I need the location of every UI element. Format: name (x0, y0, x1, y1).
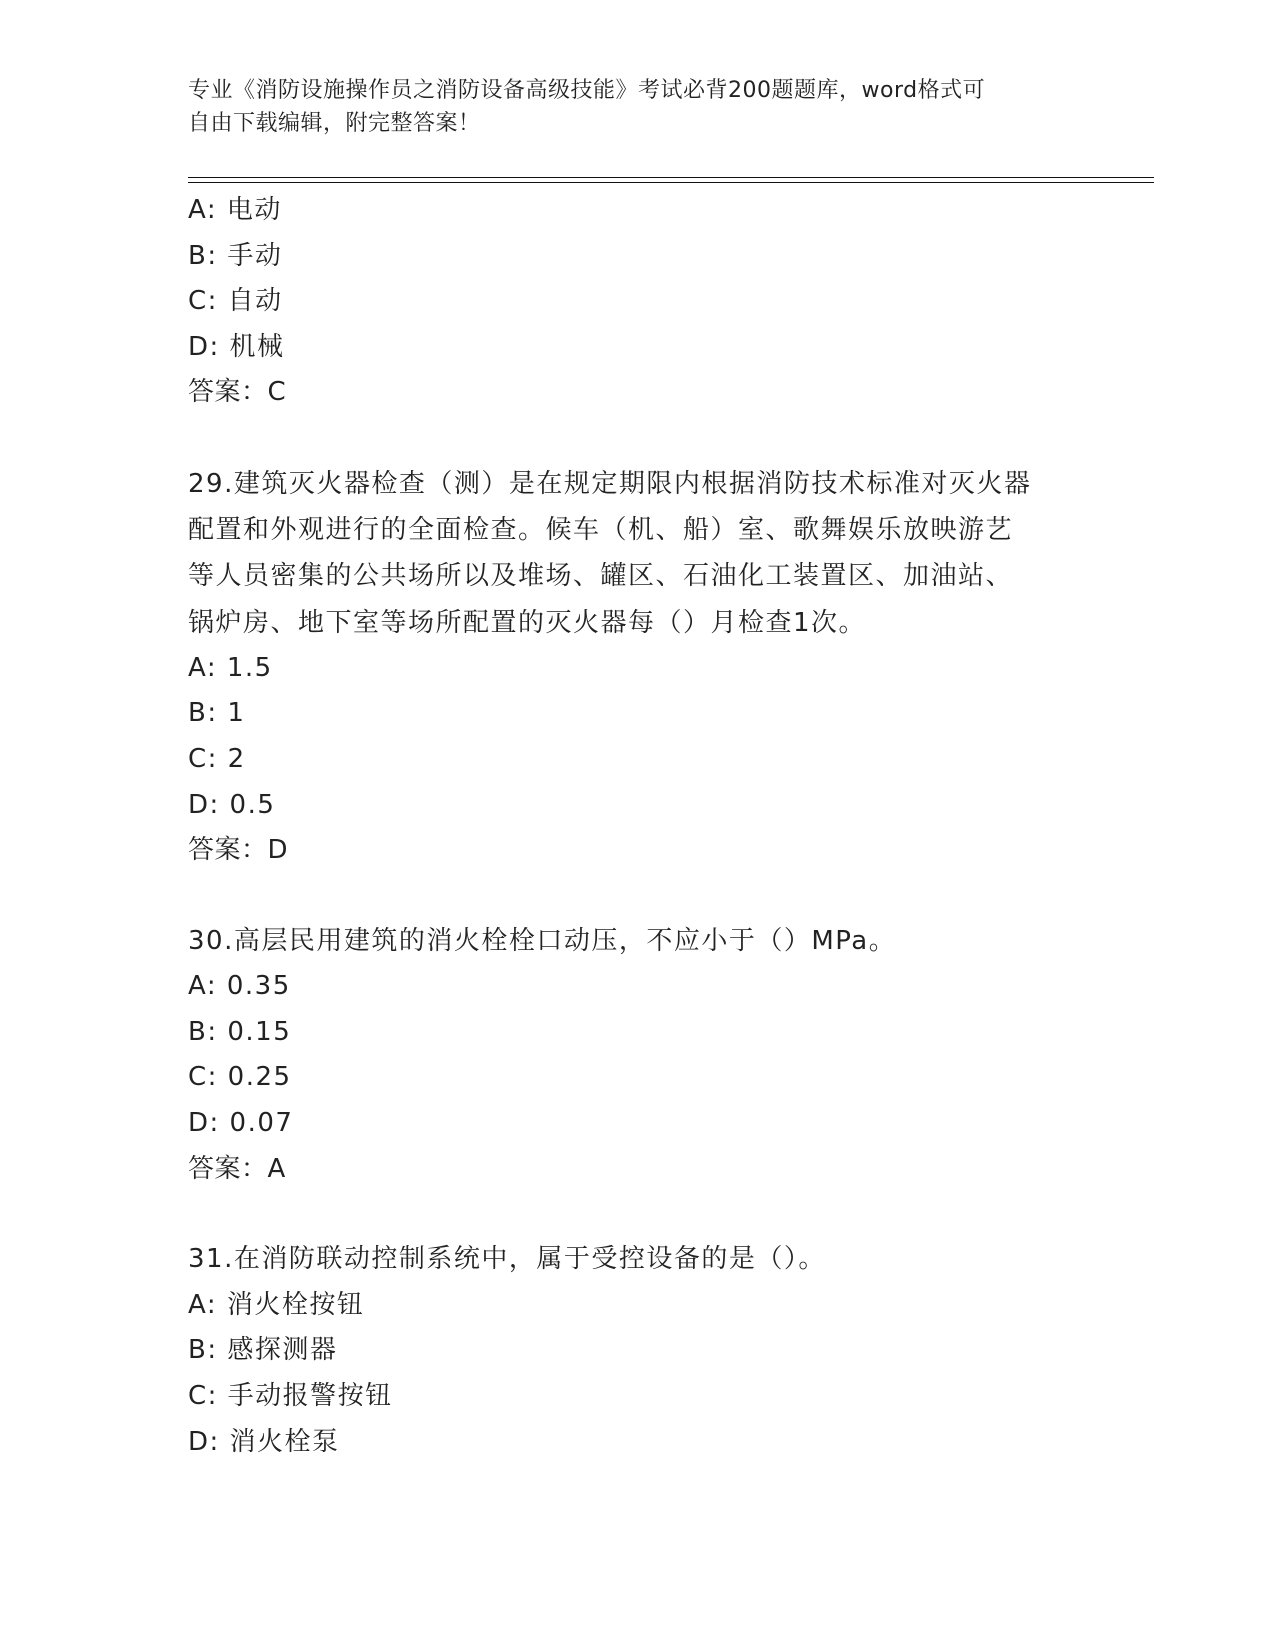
option-b: B: 0.15 (188, 1016, 292, 1047)
option-d: D: 0.07 (188, 1108, 294, 1139)
answer-line: 答案：A (188, 1153, 286, 1184)
header-line-2: 自由下载编辑，附完整答案！ (188, 111, 481, 136)
question-stem: 31.在消防联动控制系统中，属于受控设备的是（）。 (188, 1244, 826, 1275)
stem-line: 29.建筑灭火器检查（测）是在规定期限内根据消防技术标准对灭火器 (188, 468, 1032, 499)
option-c: C: 自动 (188, 286, 283, 317)
option-b: B: 手动 (188, 240, 283, 271)
question-stem (188, 461, 1088, 646)
option-c: C: 2 (188, 743, 246, 774)
header-rule-top (188, 177, 1154, 178)
option-a: A: 消火栓按钮 (188, 1289, 365, 1320)
option-a: A: 1.5 (188, 652, 273, 683)
document-header (188, 74, 1068, 140)
option-b: B: 感探测器 (188, 1335, 338, 1366)
stem-line: 配置和外观进行的全面检查。候车（机、船）室、歌舞娱乐放映游艺 (188, 515, 1014, 546)
stem-line: 锅炉房、地下室等场所配置的灭火器每（）月检查1次。 (188, 607, 867, 638)
option-d: D: 机械 (188, 331, 285, 362)
option-a: A: 0.35 (188, 971, 291, 1002)
header-line-1: 专业《消防设施操作员之消防设备高级技能》考试必背200题题库，word格式可 (188, 78, 986, 103)
option-c: C: 手动报警按钮 (188, 1381, 393, 1412)
question-list (188, 188, 1088, 1465)
question-31 (188, 1237, 1088, 1465)
answer-line: 答案：D (188, 835, 289, 866)
option-a: A: 电动 (188, 195, 282, 225)
option-c: C: 0.25 (188, 1062, 292, 1093)
question-29 (188, 461, 1088, 874)
option-d: D: 消火栓泵 (188, 1426, 340, 1457)
option-d: D: 0.5 (188, 789, 276, 820)
stem-line: 等人员密集的公共场所以及堆场、罐区、石油化工装置区、加油站、 (188, 561, 1014, 592)
header-rule-bottom (188, 182, 1154, 183)
question-30 (188, 919, 1088, 1193)
spacer (188, 1192, 1088, 1237)
question-28 (188, 188, 1088, 416)
spacer (188, 874, 1088, 919)
answer-line: 答案：C (188, 377, 287, 408)
question-stem: 30.高层民用建筑的消火栓栓口动压，不应小于（）MPa。 (188, 925, 897, 956)
option-b: B: 1 (188, 698, 246, 729)
spacer (188, 416, 1088, 461)
